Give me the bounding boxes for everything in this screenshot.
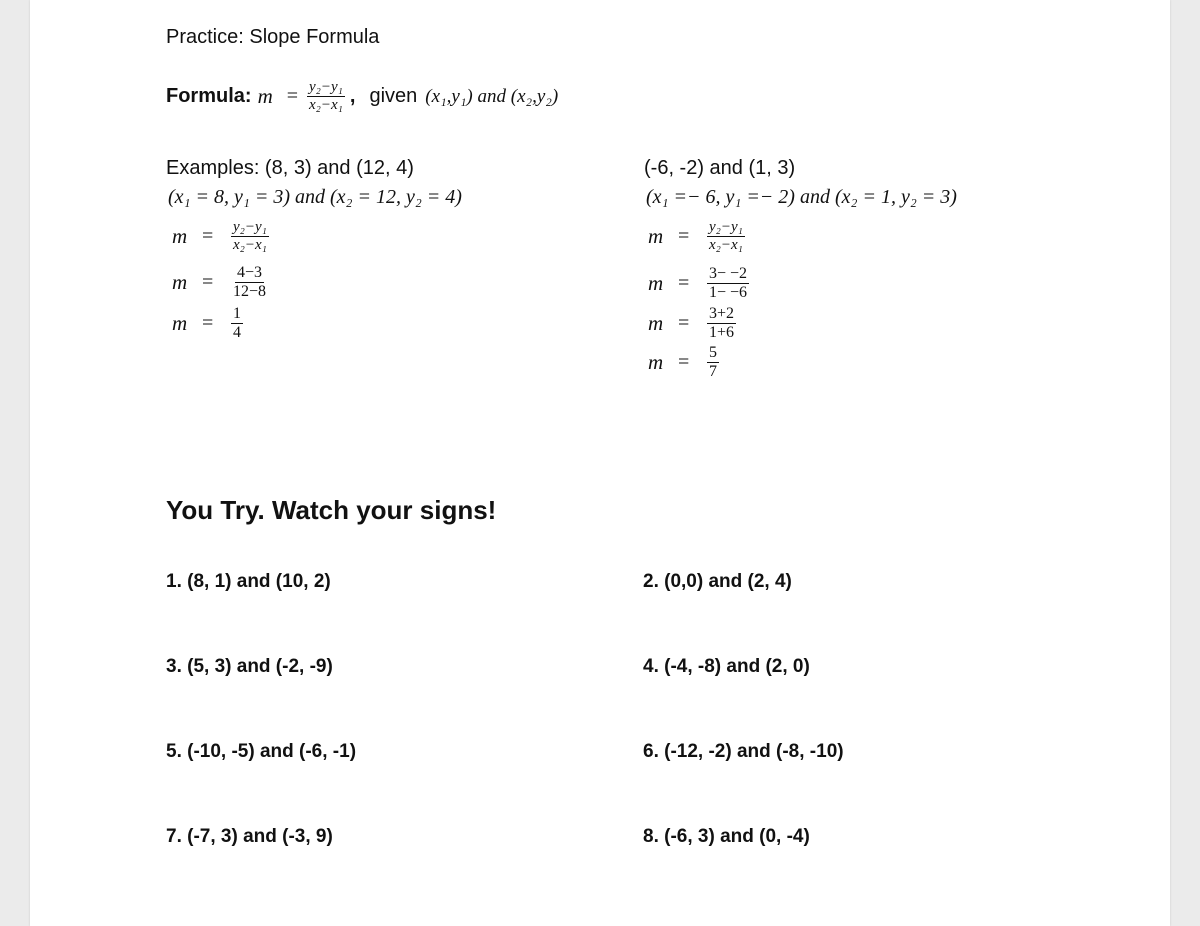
formula-row <box>166 80 558 113</box>
step-fraction <box>231 220 269 253</box>
step-fraction <box>707 266 749 301</box>
step-denominator: 7 <box>709 363 717 380</box>
step-denominator: 1− −6 <box>709 284 748 301</box>
formula-label: Formula: <box>166 85 252 107</box>
step-fraction <box>707 306 736 341</box>
step-m: m <box>172 224 188 248</box>
example2-heading: (-6, -2) and (1, 3) <box>644 157 796 179</box>
example1-heading: Examples: (8, 3) and (12, 4) <box>166 157 414 179</box>
step-numerator: 5 <box>709 344 717 361</box>
formula-denominator: x₂−x₁ <box>309 97 343 113</box>
you-try-heading: You Try. Watch your signs! <box>166 495 497 525</box>
formula-m: m <box>257 84 273 108</box>
page-title: Practice: Slope Formula <box>166 26 380 48</box>
step-numerator: y₂−y₁ <box>233 219 267 235</box>
example2-step-1 <box>648 220 748 253</box>
formula-comma: , <box>349 85 356 107</box>
step-m: m <box>648 350 664 374</box>
formula-equals: = <box>286 85 299 107</box>
step-m: m <box>648 271 664 295</box>
step-denominator: x₂−x₁ <box>233 237 267 253</box>
step-m: m <box>648 311 664 335</box>
problem-3: 3. (5, 3) and (-2, -9) <box>166 656 333 677</box>
problem-6: 6. (-12, -2) and (-8, -10) <box>643 741 844 762</box>
step-equals: = <box>202 312 214 334</box>
formula-numerator: y₂−y₁ <box>309 79 343 95</box>
example1-assignment: (x₁ = 8, y₁ = 3) and (x₂ = 12, y₂ = 4) <box>168 186 462 208</box>
step-numerator: 3− −2 <box>709 265 748 282</box>
step-m: m <box>648 224 664 248</box>
step-equals: = <box>678 272 690 294</box>
example2-step-4 <box>648 345 722 380</box>
step-fraction <box>231 306 243 341</box>
step-equals: = <box>202 271 214 293</box>
step-equals: = <box>678 351 690 373</box>
step-fraction <box>707 220 745 253</box>
formula-points: (x₁,y₁) and (x₂,y₂) <box>425 85 559 107</box>
step-numerator: 4−3 <box>237 264 263 281</box>
step-equals: = <box>202 225 214 247</box>
step-m: m <box>172 311 188 335</box>
problem-7: 7. (-7, 3) and (-3, 9) <box>166 826 333 847</box>
example1-step-1 <box>172 220 272 253</box>
step-equals: = <box>678 225 690 247</box>
step-numerator: y₂−y₁ <box>709 219 743 235</box>
step-m: m <box>172 270 188 294</box>
step-fraction <box>231 265 268 300</box>
example2-assignment: (x₁ =− 6, y₁ =− 2) and (x₂ = 1, y₂ = 3) <box>646 186 957 208</box>
step-equals: = <box>678 312 690 334</box>
step-numerator: 1 <box>233 305 241 322</box>
step-denominator: x₂−x₁ <box>709 237 743 253</box>
formula-fraction <box>307 80 345 113</box>
formula-given: given <box>369 85 418 107</box>
example1-step-2 <box>172 265 271 300</box>
step-denominator: 4 <box>233 324 241 341</box>
step-denominator: 1+6 <box>709 324 735 341</box>
worksheet-page <box>30 0 1170 926</box>
example1-step-3 <box>172 306 246 341</box>
step-numerator: 3+2 <box>709 305 735 322</box>
example2-step-2 <box>648 266 752 301</box>
problem-1: 1. (8, 1) and (10, 2) <box>166 571 331 592</box>
problem-4: 4. (-4, -8) and (2, 0) <box>643 656 810 677</box>
problem-8: 8. (-6, 3) and (0, -4) <box>643 826 810 847</box>
problem-5: 5. (-10, -5) and (-6, -1) <box>166 741 357 762</box>
step-denominator: 12−8 <box>233 283 267 300</box>
example2-step-3 <box>648 306 739 341</box>
problem-2: 2. (0,0) and (2, 4) <box>643 571 792 592</box>
step-fraction <box>707 345 719 380</box>
